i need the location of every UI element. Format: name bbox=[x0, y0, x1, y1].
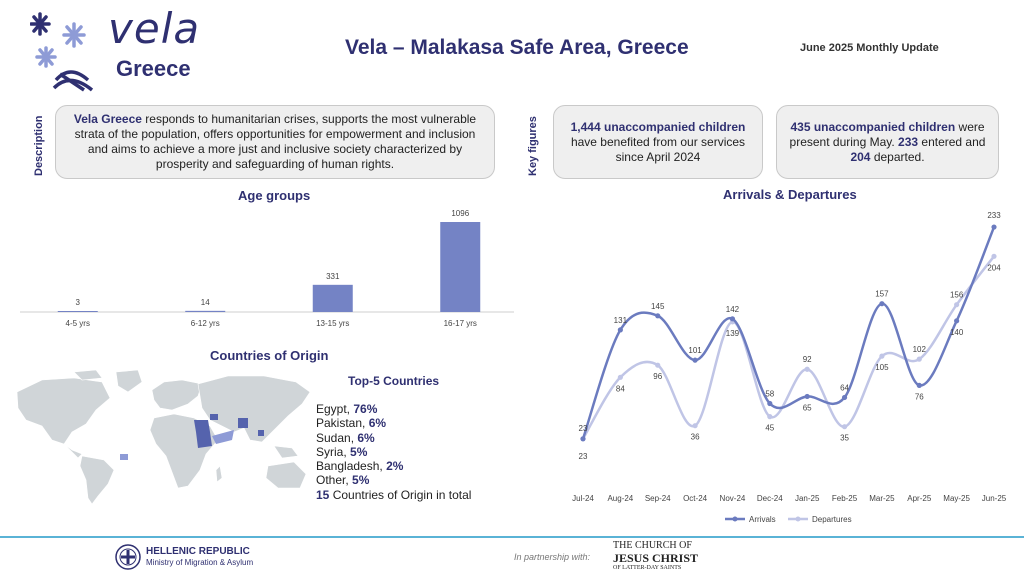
x-tick-label: Jun-25 bbox=[981, 494, 1007, 503]
x-tick-label: Jul-24 bbox=[572, 494, 594, 503]
key-figure-departed: 204 bbox=[850, 149, 871, 164]
arrivals-value-label: 145 bbox=[651, 301, 665, 311]
top5-country: Egypt, bbox=[316, 402, 354, 416]
top5-item bbox=[316, 473, 471, 487]
bar bbox=[58, 311, 98, 312]
countries-total bbox=[316, 488, 471, 502]
top5-title: Top-5 Countries bbox=[348, 374, 440, 388]
arrivals-value-label: 65 bbox=[802, 403, 812, 413]
top5-item bbox=[316, 416, 471, 430]
arrivals-value-label: 157 bbox=[875, 289, 889, 299]
departures-value-label: 156 bbox=[949, 290, 964, 300]
arrivals-value-label: 64 bbox=[840, 383, 849, 393]
age-chart-title: Age groups bbox=[238, 188, 311, 203]
data-point-departures bbox=[917, 357, 922, 362]
yemen-region bbox=[212, 430, 234, 444]
vela-logo bbox=[30, 4, 220, 92]
pakistan-region bbox=[238, 418, 248, 428]
top5-item bbox=[316, 445, 471, 459]
departures-value-label: 92 bbox=[802, 355, 812, 365]
data-point-arrivals bbox=[954, 318, 959, 323]
key-figure-month bbox=[776, 105, 999, 179]
legend-marker-departures bbox=[796, 517, 801, 522]
description-label: Description bbox=[33, 115, 45, 176]
greek-emblem-icon bbox=[114, 543, 142, 571]
departures-value-label: 105 bbox=[875, 363, 889, 373]
arrivals-value-label: 101 bbox=[688, 346, 702, 356]
x-tick-label: Mar-25 bbox=[869, 494, 895, 503]
departures-value-label: 84 bbox=[615, 384, 625, 394]
departures-value-label: 35 bbox=[840, 433, 849, 443]
bar bbox=[313, 285, 353, 312]
x-tick-label: Oct-24 bbox=[683, 494, 708, 503]
logo-wordmark: vela bbox=[108, 4, 201, 53]
bar-category-label: 6-12 yrs bbox=[190, 319, 220, 328]
bar-category-label: 4-5 yrs bbox=[65, 319, 90, 328]
bar-value-label: 14 bbox=[200, 297, 210, 307]
departures-value-label: 23 bbox=[578, 451, 588, 461]
data-point-arrivals bbox=[730, 316, 735, 321]
x-tick-label: Apr-25 bbox=[907, 494, 932, 503]
x-tick-label: Sep-24 bbox=[644, 494, 671, 503]
arrivals-value-label: 23 bbox=[578, 423, 588, 433]
partner-logo-line2: JESUS CHRIST bbox=[613, 551, 699, 565]
x-tick-label: Feb-25 bbox=[831, 494, 858, 503]
data-point-arrivals bbox=[991, 224, 996, 229]
age-groups-chart bbox=[12, 200, 522, 340]
data-point-departures bbox=[805, 367, 810, 372]
departures-value-label: 36 bbox=[690, 432, 700, 442]
data-point-departures bbox=[954, 302, 959, 307]
data-point-arrivals bbox=[842, 395, 847, 400]
top5-pct: 5% bbox=[352, 473, 370, 488]
data-point-departures bbox=[655, 363, 660, 368]
data-point-departures bbox=[692, 423, 697, 428]
top5-country: Syria, bbox=[316, 444, 351, 459]
bar-value-label: 331 bbox=[326, 271, 340, 281]
key-figure-month-bold: 435 unaccompanied children bbox=[790, 119, 956, 134]
top5-country: Other, bbox=[316, 473, 353, 488]
bangladesh-region bbox=[258, 430, 264, 436]
top5-item bbox=[316, 459, 471, 473]
ministry-subtitle: Ministry of Migration & Asylum bbox=[146, 558, 254, 567]
top5-list bbox=[316, 402, 471, 502]
top5-pct: 6% bbox=[357, 430, 375, 445]
key-figure-entered: 233 bbox=[898, 134, 919, 149]
top5-country: Bangladesh, bbox=[316, 459, 387, 474]
countries-title: Countries of Origin bbox=[210, 348, 329, 363]
data-point-departures bbox=[842, 424, 847, 429]
data-point-arrivals bbox=[580, 436, 585, 441]
data-point-departures bbox=[879, 354, 884, 359]
data-point-arrivals bbox=[655, 313, 660, 318]
partnership-label: In partnership with: bbox=[514, 552, 591, 562]
legend-marker-arrivals bbox=[733, 517, 738, 522]
top5-pct: 2% bbox=[386, 459, 404, 474]
logo-country: Greece bbox=[116, 56, 191, 81]
bar-value-label: 1096 bbox=[451, 209, 470, 218]
data-point-arrivals bbox=[692, 358, 697, 363]
ministry-title: HELLENIC REPUBLIC bbox=[146, 546, 250, 557]
key-figure-month-text3: departed. bbox=[870, 149, 925, 164]
west-africa-region bbox=[120, 454, 128, 460]
legend-label-departures: Departures bbox=[812, 515, 852, 524]
legend-label-arrivals: Arrivals bbox=[749, 515, 776, 524]
key-figures-label: Key figures bbox=[527, 116, 539, 176]
data-point-departures bbox=[991, 254, 996, 259]
departures-value-label: 45 bbox=[765, 423, 775, 433]
vela-logo-icon bbox=[30, 10, 110, 92]
arrivals-value-label: 142 bbox=[725, 304, 740, 314]
partner-logo-line1: THE CHURCH OF bbox=[613, 540, 692, 551]
series-line-arrivals bbox=[583, 227, 994, 439]
arrivals-value-label: 58 bbox=[765, 389, 775, 399]
departures-value-label: 204 bbox=[987, 263, 1001, 273]
key-figure-month-text2: entered and bbox=[918, 134, 986, 149]
description-org: Vela Greece bbox=[73, 112, 142, 126]
top5-pct: 76% bbox=[353, 402, 378, 416]
bar-category-label: 13-15 yrs bbox=[316, 319, 350, 328]
line-chart-title: Arrivals & Departures bbox=[723, 187, 857, 202]
data-point-arrivals bbox=[618, 327, 623, 332]
departures-value-label: 139 bbox=[725, 328, 740, 338]
key-figure-total-text: have benefited from our services since April 2024 bbox=[570, 134, 746, 164]
departures-value-label: 102 bbox=[912, 345, 926, 355]
arrivals-value-label: 131 bbox=[613, 315, 628, 325]
countries-total-text: Countries of Origin in total bbox=[329, 487, 472, 502]
data-point-arrivals bbox=[879, 301, 884, 306]
key-figure-month-text1: were present during May. bbox=[789, 119, 985, 149]
data-point-departures bbox=[618, 375, 623, 380]
x-tick-label: May-25 bbox=[943, 494, 970, 503]
top5-item bbox=[316, 402, 471, 416]
footer-divider bbox=[0, 536, 1024, 538]
data-point-arrivals bbox=[805, 394, 810, 399]
x-tick-label: Aug-24 bbox=[607, 494, 634, 503]
description-box bbox=[55, 105, 495, 179]
top5-pct: 5% bbox=[350, 444, 368, 459]
countries-total-count: 15 bbox=[316, 487, 330, 502]
sudan-region bbox=[196, 432, 212, 448]
bar-value-label: 3 bbox=[75, 298, 80, 307]
key-figure-total bbox=[553, 105, 763, 179]
world-map bbox=[12, 370, 312, 505]
series-line-departures bbox=[583, 256, 994, 439]
arrivals-value-label: 140 bbox=[949, 327, 964, 337]
top5-country: Pakistan, bbox=[316, 416, 369, 431]
bar-category-label: 16-17 yrs bbox=[443, 319, 477, 328]
bar bbox=[440, 222, 480, 312]
description-text: responds to humanitarian crises, supports the most vulnerable strata of the population, offers opportunities for empowerment and inclusion and aims to achieve a more just and inclusive society characterized by prosperity and safeguarding of human rights. bbox=[74, 112, 477, 171]
data-point-departures bbox=[767, 414, 772, 419]
key-figure-total-bold: 1,444 unaccompanied children bbox=[570, 119, 746, 134]
egypt-region bbox=[194, 420, 210, 432]
update-label: June 2025 Monthly Update bbox=[800, 42, 939, 54]
top5-item bbox=[316, 431, 471, 445]
syria-region bbox=[210, 414, 218, 420]
arrivals-value-label: 233 bbox=[987, 211, 1001, 221]
top5-pct: 6% bbox=[368, 416, 387, 431]
partner-logo-line3: OF LATTER-DAY SAINTS bbox=[613, 565, 682, 571]
x-tick-label: Dec-24 bbox=[756, 494, 783, 503]
data-point-arrivals bbox=[767, 401, 772, 406]
arrivals-departures-chart bbox=[556, 204, 1018, 532]
x-tick-label: Jan-25 bbox=[794, 494, 820, 503]
arrivals-value-label: 76 bbox=[914, 392, 924, 402]
departures-value-label: 96 bbox=[653, 372, 663, 382]
page-title: Vela – Malakasa Safe Area, Greece bbox=[345, 36, 689, 59]
top5-country: Sudan, bbox=[316, 430, 358, 445]
data-point-arrivals bbox=[917, 383, 922, 388]
bar bbox=[185, 311, 225, 312]
x-tick-label: Nov-24 bbox=[719, 494, 746, 503]
